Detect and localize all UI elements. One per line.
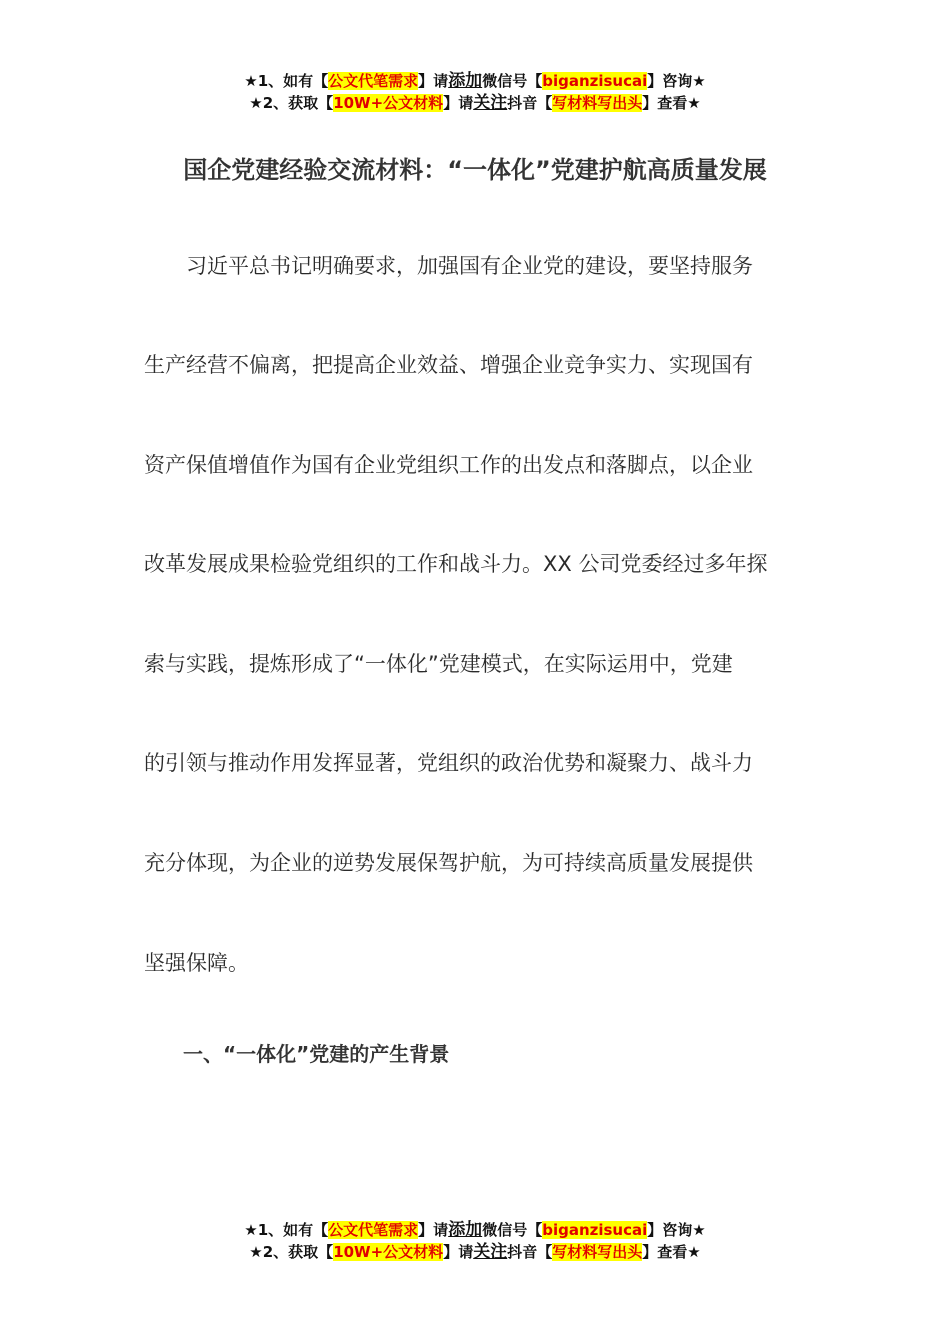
promo-text: 抖音【 [507, 1243, 553, 1261]
promo-text: 微信号【 [482, 1221, 543, 1239]
promo-text: 】请 [418, 1221, 449, 1239]
promo-text: 】请 [443, 94, 474, 112]
promo-highlight: 写材料写出头 [552, 1243, 643, 1261]
paragraph-line: 充分体现，为企业的逆势发展保驾护航，为可持续高质量发展提供 [144, 851, 753, 875]
paragraph-line: 索与实践，提炼形成了“一体化”党建模式，在实际运用中，党建 [144, 652, 733, 676]
promo-text: ★1、如有【 [244, 72, 329, 90]
promo-underline: 关注 [473, 93, 508, 113]
promo-highlight: 公文代笔需求 [328, 1221, 419, 1239]
promo-highlight: 写材料写出头 [552, 94, 643, 112]
document-title: 国企党建经验交流材料：“一体化”党建护航高质量发展 [183, 156, 767, 184]
paragraph-line: 改革发展成果检验党组织的工作和战斗力。XX 公司党委经过多年探 [144, 552, 768, 576]
promo-text: 抖音【 [507, 94, 553, 112]
promo-text: ★1、如有【 [244, 1221, 329, 1239]
promo-highlight: 公文代笔需求 [328, 72, 419, 90]
promo-text: 】咨询★ [647, 1221, 706, 1239]
promo-underline: 关注 [473, 1242, 508, 1262]
paragraph-line: 资产保值增值作为国有企业党组织工作的出发点和落脚点，以企业 [144, 453, 753, 477]
promo-text: 】查看★ [642, 94, 701, 112]
promo-text: 】请 [443, 1243, 474, 1261]
promo-highlight: 10W+公文材料 [333, 1243, 444, 1261]
promo-text: ★2、获取【 [249, 94, 334, 112]
promo-text: 】咨询★ [647, 72, 706, 90]
promo-line-2 [0, 92, 950, 114]
promo-highlight: 10W+公文材料 [333, 94, 444, 112]
paragraph-line: 习近平总书记明确要求，加强国有企业党的建设，要坚持服务 [144, 254, 753, 278]
paragraph-line: 生产经营不偏离，把提高企业效益、增强企业竞争实力、实现国有 [144, 353, 753, 377]
promo-line-2 [0, 1241, 950, 1263]
promo-banner-top [0, 70, 950, 114]
paragraph-line: 坚强保障。 [144, 951, 249, 975]
promo-text: 】查看★ [642, 1243, 701, 1261]
promo-line-1 [0, 1219, 950, 1241]
promo-text: 】请 [418, 72, 449, 90]
promo-highlight: biganzisucai [542, 1221, 648, 1239]
promo-underline: 添加 [448, 71, 483, 91]
promo-text: 微信号【 [482, 72, 543, 90]
promo-banner-bottom [0, 1219, 950, 1263]
promo-text: ★2、获取【 [249, 1243, 334, 1261]
promo-line-1 [0, 70, 950, 92]
section-heading: 一、“一体化”党建的产生背景 [183, 1042, 450, 1066]
promo-highlight: biganzisucai [542, 72, 648, 90]
promo-underline: 添加 [448, 1220, 483, 1240]
paragraph-line: 的引领与推动作用发挥显著，党组织的政治优势和凝聚力、战斗力 [144, 751, 753, 775]
